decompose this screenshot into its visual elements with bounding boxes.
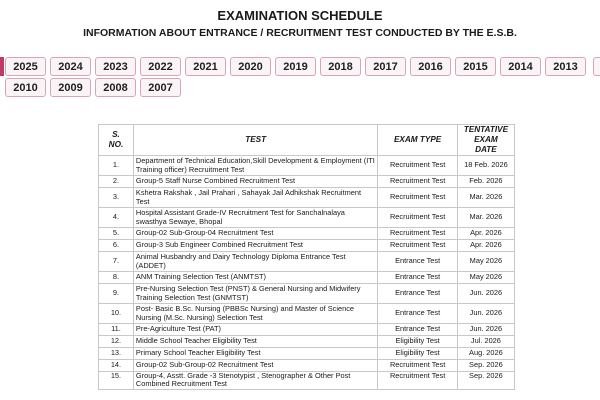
year-tab[interactable]: 2007: [140, 78, 181, 97]
page-subtitle: INFORMATION ABOUT ENTRANCE / RECRUITMENT TEST CONDUCTED BY THE E.S.B.: [83, 27, 517, 39]
test-name: Pre-Nursing Selection Test (PNST) & General Nursing and Midwifery Training Selection Test (GNMTST): [133, 284, 378, 304]
table-row: [99, 304, 515, 324]
exam-date: Feb. 2026: [457, 176, 514, 188]
year-tab[interactable]: 2018: [320, 57, 361, 76]
test-name: Group-02 Sub-Group-04 Recruitment Test: [133, 228, 378, 240]
row-number: 8.: [99, 272, 134, 284]
row-number: 3.: [99, 188, 134, 208]
exam-date: May 2026: [457, 272, 514, 284]
table-row: [99, 208, 515, 228]
year-tab[interactable]: 2015: [455, 57, 496, 76]
exam-type: Recruitment Test: [378, 156, 457, 176]
exam-date: Sep. 2026: [457, 360, 514, 372]
year-tab[interactable]: 2020: [230, 57, 271, 76]
exam-schedule-table: [98, 124, 515, 390]
exam-type: Recruitment Test: [378, 372, 457, 390]
table-row: [99, 176, 515, 188]
row-number: 12.: [99, 336, 134, 348]
test-name: Hospital Assistant Grade-IV Recruitment Test for Sanchalnalaya swasthya Sewaye, Bhopal: [133, 208, 378, 228]
year-tab[interactable]: 2024: [50, 57, 91, 76]
exam-type-header: EXAM TYPE: [378, 125, 457, 156]
exam-date: Apr. 2026: [457, 228, 514, 240]
row-number: 4.: [99, 208, 134, 228]
exam-date: May 2026: [457, 252, 514, 272]
header-text: TENTATIVE: [463, 125, 509, 134]
row-number: 7.: [99, 252, 134, 272]
year-tab[interactable]: 2008: [95, 78, 136, 97]
table-row: [99, 156, 515, 176]
test-name: ANM Training Selection Test (ANMTST): [133, 272, 378, 284]
year-tabs-row-1: [5, 57, 586, 76]
year-tab[interactable]: 2021: [185, 57, 226, 76]
test-header: TEST: [133, 125, 378, 156]
exam-type: Eligibility Test: [378, 336, 457, 348]
test-name: Department of Technical Education,Skill Development & Employment (ITI Training officer) Recruitment Test: [133, 156, 378, 176]
exam-date: Jun. 2026: [457, 324, 514, 336]
exam-date: Aug. 2026: [457, 348, 514, 360]
exam-date: Jun. 2026: [457, 284, 514, 304]
test-name: Kshetra Rakshak , Jail Prahari , Sahayak Jail Adhikshak Recruitment Test: [133, 188, 378, 208]
test-name: Pre-Agriculture Test (PAT): [133, 324, 378, 336]
exam-date: 18 Feb. 2026: [457, 156, 514, 176]
exam-date: Mar. 2026: [457, 208, 514, 228]
header-text: S.: [112, 130, 120, 139]
exam-type: Eligibility Test: [378, 348, 457, 360]
page-title: EXAMINATION SCHEDULE: [217, 8, 383, 23]
date-header: [457, 125, 514, 156]
exam-type: Entrance Test: [378, 304, 457, 324]
exam-type: Recruitment Test: [378, 208, 457, 228]
table-row: [99, 360, 515, 372]
table-row: [99, 272, 515, 284]
table-row: [99, 252, 515, 272]
header-text: DATE: [475, 145, 497, 154]
exam-type: Entrance Test: [378, 324, 457, 336]
test-name: Primary School Teacher Eligibility Test: [133, 348, 378, 360]
year-tab[interactable]: 2016: [410, 57, 451, 76]
year-tab[interactable]: 2017: [365, 57, 406, 76]
table-row: [99, 240, 515, 252]
test-name: Post- Basic B.Sc. Nursing (PBBSc Nursing) and Master of Science Nursing (M.Sc. Nursing) Selection Test: [133, 304, 378, 324]
year-tab[interactable]: 2022: [140, 57, 181, 76]
test-name: Animal Husbandry and Dairy Technology Diploma Entrance Test (ADDET): [133, 252, 378, 272]
exam-type: Recruitment Test: [378, 176, 457, 188]
exam-date: Sep. 2026: [457, 372, 514, 390]
row-number: 14.: [99, 360, 134, 372]
year-tab[interactable]: 2025: [5, 57, 46, 76]
exam-type: Recruitment Test: [378, 228, 457, 240]
exam-type: Entrance Test: [378, 284, 457, 304]
year-tab[interactable]: 2019: [275, 57, 316, 76]
year-tab[interactable]: 2010: [5, 78, 46, 97]
table-header-row: [99, 125, 515, 156]
exam-date: Jun. 2026: [457, 304, 514, 324]
table-row: [99, 228, 515, 240]
table-row: [99, 324, 515, 336]
exam-type: Recruitment Test: [378, 360, 457, 372]
row-number: 11.: [99, 324, 134, 336]
table-row: [99, 348, 515, 360]
sno-header: [99, 125, 134, 156]
exam-type: Entrance Test: [378, 272, 457, 284]
test-name: Group-02 Sub-Group-02 Recruitment Test: [133, 360, 378, 372]
test-name: Group-3 Sub Engineer Combined Recruitment Test: [133, 240, 378, 252]
exam-type: Recruitment Test: [378, 188, 457, 208]
year-tab[interactable]: 2009: [50, 78, 91, 97]
year-tab[interactable]: 2014: [500, 57, 541, 76]
row-number: 6.: [99, 240, 134, 252]
year-tabs-row-2: [5, 78, 181, 97]
year-tab-overflow[interactable]: [593, 57, 600, 76]
table-row: [99, 284, 515, 304]
exam-date: Apr. 2026: [457, 240, 514, 252]
year-tab[interactable]: 2023: [95, 57, 136, 76]
row-number: 15.: [99, 372, 134, 390]
test-name: Group-5 Staff Nurse Combined Recruitment Test: [133, 176, 378, 188]
row-number: 13.: [99, 348, 134, 360]
exam-type: Recruitment Test: [378, 240, 457, 252]
table-row: [99, 188, 515, 208]
row-number: 9.: [99, 284, 134, 304]
year-tab[interactable]: 2013: [545, 57, 586, 76]
header-text: EXAM: [474, 135, 498, 144]
test-name: Group-4, Asstt. Grade -3 Stenotypist , Stenographer & Other Post Combined Recruitment Test: [133, 372, 378, 390]
exam-type: Entrance Test: [378, 252, 457, 272]
active-tab-marker: [0, 57, 4, 76]
table-row: [99, 336, 515, 348]
exam-date: Mar. 2026: [457, 188, 514, 208]
row-number: 5.: [99, 228, 134, 240]
exam-date: Jul. 2026: [457, 336, 514, 348]
test-name: Middle School Teacher Eligibility Test: [133, 336, 378, 348]
row-number: 2.: [99, 176, 134, 188]
header-text: NO.: [108, 140, 124, 149]
row-number: 10.: [99, 304, 134, 324]
row-number: 1.: [99, 156, 134, 176]
table-row: [99, 372, 515, 390]
